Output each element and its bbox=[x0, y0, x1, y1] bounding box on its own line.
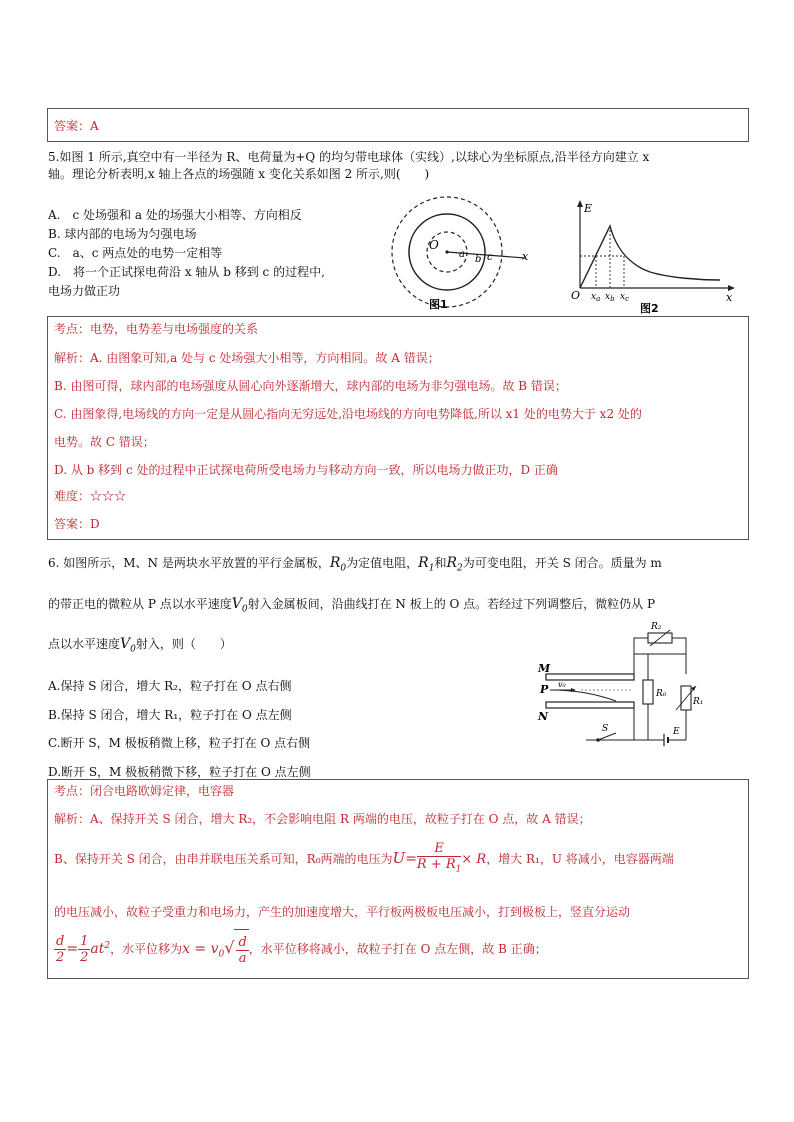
q6-jiexi-b3: $\frac{d}{2}$ = $\frac{1}{2}$ $at^2$，水平位移为$x = v_0√$ $\frac{d}{a}$ ，水平位移将减小，故粒子打在 O 点左侧，故 B 正确； bbox=[54, 926, 547, 966]
q6-stem-line1: 6. 如图所示，M、N 是两块水平放置的平行金属板，$R_0$为定值电阻，$R_1$和$R_2$为可变电阻，开关 S 闭合。质量为 m bbox=[48, 555, 662, 574]
q5-jiexi-c1: C. 由图象得,电场线的方向一定是从圆心指向无穷远处,沿电场线的方向电势降低,所以 x1 处的电势大于 x2 处的 bbox=[54, 407, 642, 421]
label-s: S bbox=[602, 724, 609, 734]
q5-stem-line2: 轴。理论分析表明,x 轴上各点的场强随 x 变化关系如图 2 所示,则( ) bbox=[48, 167, 430, 181]
label-xc: $x_c$ bbox=[620, 292, 629, 303]
label-o: O bbox=[429, 238, 439, 252]
trajectory bbox=[550, 690, 616, 701]
q5-option-d-cont: 电场力做正功 bbox=[48, 284, 121, 298]
q5-jiexi-d: D. 从 b 移到 c 处的过程中正试探电荷所受电场力与移动方向一致，所以电场力做正功，D 正确 bbox=[54, 463, 558, 477]
label-p: P bbox=[540, 683, 549, 696]
q5-difficulty: 难度：☆☆☆ bbox=[54, 489, 127, 503]
q5-jiexi-b: B. 由图可得，球内部的电场强度从圆心向外逐渐增大，球内部的电场为非匀强电场。故 B 错误； bbox=[54, 379, 567, 393]
label-x: x bbox=[726, 291, 733, 304]
label-e: E bbox=[673, 727, 680, 737]
q6-jiexi-a: 解析：A、保持开关 S 闭合，增大 R₂，不会影响电阻 R 两端的电压，故粒子打在 O 点，故 A 错误； bbox=[54, 812, 591, 826]
label-n: N bbox=[538, 710, 549, 723]
label-xa: $x_a$ bbox=[591, 292, 601, 303]
q6-jiexi-b2: 的电压减小，故粒子受重力和电场力，产生的加速度增大，平行板两极板电压减小，打到极板上，竖直分运动 bbox=[54, 905, 631, 919]
q5-jiexi-a: 解析：A. 由图象可知,a 处与 c 处场强大小相等，方向相同。故 A 错误； bbox=[54, 351, 440, 365]
q5-kaodian: 考点：电势，电势差与电场强度的关系 bbox=[54, 322, 259, 336]
fig2-caption: 图2 bbox=[640, 302, 659, 315]
prev-answer: 答案：A bbox=[54, 119, 99, 133]
q5-option-d: D. 将一个正试探电荷沿 x 轴从 b 移到 c 的过程中, bbox=[48, 265, 325, 279]
label-x: x bbox=[522, 250, 529, 263]
label-r1: R₁ bbox=[693, 697, 704, 707]
q5-jiexi-c2: 电势。故 C 错误； bbox=[54, 435, 155, 449]
q6-stem-line3: 点以水平速度$V_0$射入，则（ ） bbox=[48, 636, 232, 655]
prev-answer-box bbox=[47, 108, 749, 142]
label-r0: R₀ bbox=[656, 689, 667, 699]
plate-n bbox=[546, 702, 634, 708]
q6-option-a: A.保持 S 闭合，增大 R₂，粒子打在 O 点右侧 bbox=[48, 679, 292, 693]
field-curve bbox=[580, 226, 720, 288]
label-r2: R₂ bbox=[651, 622, 662, 632]
label-xb: $x_b$ bbox=[605, 292, 615, 303]
q5-figure-2 bbox=[570, 198, 740, 318]
q5-answer: 答案：D bbox=[54, 517, 100, 531]
resistor-r0 bbox=[643, 680, 653, 704]
q6-option-c: C.断开 S，M 极板稍微上移，粒子打在 O 点右侧 bbox=[48, 736, 311, 750]
label-o: O bbox=[571, 289, 581, 302]
label-c: c bbox=[487, 252, 493, 263]
origin-dot bbox=[445, 250, 448, 253]
q6-kaodian: 考点：闭合电路欧姆定律，电容器 bbox=[54, 784, 235, 798]
q6-jiexi-b1: B、保持开关 S 闭合，由串并联电压关系可知，R₀两端的电压为U= $\frac{E}{R + R_1}$ × R，增大 R₁，U 将减小，电容器两端 bbox=[54, 841, 674, 875]
q6-circuit-figure bbox=[536, 622, 711, 750]
label-v0: v₀ bbox=[558, 680, 566, 689]
fig1-caption: 图1 bbox=[429, 298, 448, 311]
label-e: E bbox=[584, 202, 593, 215]
switch-s bbox=[598, 733, 616, 740]
q6-analysis-box bbox=[47, 779, 749, 979]
q5-figure-1 bbox=[385, 196, 540, 316]
q5-option-c: C. a、c 两点处的电势一定相等 bbox=[48, 246, 223, 260]
y-arrow bbox=[577, 200, 583, 207]
q5-option-a: A. c 处场强和 a 处的场强大小相等、方向相反 bbox=[48, 208, 302, 222]
q6-stem-line2: 的带正电的微粒从 P 点以水平速度$V_0$射入金属板间，沿曲线打在 N 板上的 O 点。若经过下列调整后，微粒仍从 P bbox=[48, 596, 656, 615]
q5-analysis-box bbox=[47, 316, 749, 540]
q6-option-d: D.断开 S，M 极板稍微下移，粒子打在 O 点左侧 bbox=[48, 765, 311, 779]
label-m: M bbox=[538, 662, 551, 675]
q6-option-b: B.保持 S 闭合，增大 R₁，粒子打在 O 点左侧 bbox=[48, 708, 292, 722]
q5-stem-line1: 5.如图 1 所示,真空中有一半径为 R、电荷量为+Q 的均匀带电球体（实线）,以球心为坐标原点,沿半径方向建立 x bbox=[48, 150, 650, 164]
q5-option-b: B. 球内部的电场为匀强电场 bbox=[48, 227, 197, 241]
label-a: a bbox=[459, 249, 465, 260]
label-b: b bbox=[475, 254, 482, 265]
